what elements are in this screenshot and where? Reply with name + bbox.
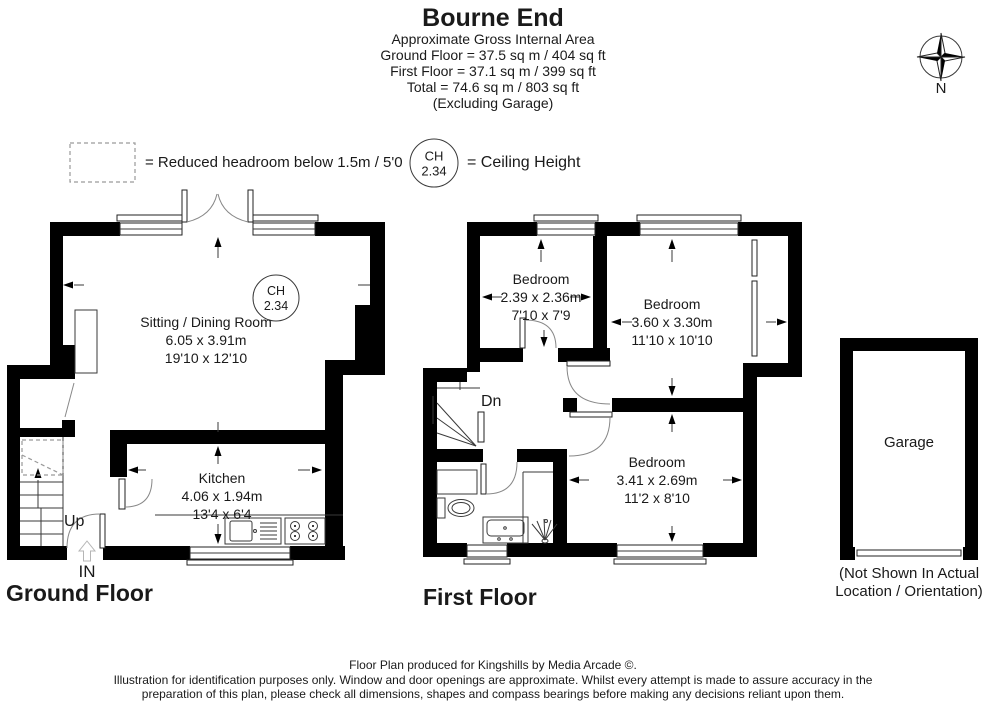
first-floor-windows [464,215,757,564]
title-line-total: Total = 74.6 sq m / 803 sq ft [406,79,580,95]
garage-note-line2: Location / Orientation) [835,583,983,600]
first-floor-walls [423,222,802,557]
gf-ch-value: 2.34 [263,299,289,313]
legend-ceiling-height-label: = Ceiling Height [467,154,581,171]
stairs-dn-label: Dn [481,393,502,410]
page-title: Bourne End [422,4,564,32]
footer-disclaimer-line2: preparation of this plan, please check all dimensions, shapes and compass bearings before making any decisions reliant upon them. [141,687,845,701]
bedroom3-imperial: 11'2 x 8'10 [624,490,690,506]
bedroom1-imperial: 7'10 x 7'9 [511,307,571,323]
stairs-down [430,382,485,446]
gf-ch-abbr: CH [266,284,286,298]
chimney-recess [75,310,97,373]
bedroom2-label: Bedroom [643,296,701,312]
garage-label: Garage [883,434,935,451]
kitchen-metric: 4.06 x 1.94m [181,488,263,504]
kitchen-imperial: 13'4 x 6'4 [192,506,252,522]
first-floor-plan [423,215,802,564]
garage-note-line1: (Not Shown In Actual [838,565,980,582]
stairs-up [20,437,63,546]
title-line-first: First Floor = 37.1 sq m / 399 sq ft [390,63,596,79]
bedroom1-label: Bedroom [512,271,570,287]
garage-door [857,550,961,556]
compass-icon [917,33,965,81]
hob-icon [285,518,325,544]
footer-disclaimer-line1: Illustration for identification purposes only. Window and door openings are approximate. Whilst every attempt is made to assure accuracy in the [113,673,873,687]
reduced-headroom-swatch [70,143,135,182]
bedroom2-imperial: 11'10 x 10'10 [631,332,713,348]
legend-reduced-headroom-label: = Reduced headroom below 1.5m / 5'0 [145,154,403,171]
title-line-area: Approximate Gross Internal Area [391,31,595,47]
bedroom3-metric: 3.41 x 2.69m [616,472,698,488]
title-line-excluding: (Excluding Garage) [432,95,554,111]
kitchen-label: Kitchen [198,470,246,486]
french-doors [182,190,253,222]
entrance-arrow-icon [79,541,95,561]
reduced-headroom-area [22,440,63,475]
sitting-dining-room-label: Sitting / Dining Room [140,314,272,330]
toilet-icon [437,498,474,518]
sitting-dining-room-metric: 6.05 x 3.91m [165,332,247,348]
title-line-ground: Ground Floor = 37.5 sq m / 404 sq ft [380,47,606,63]
bedroom3-label: Bedroom [628,454,686,470]
bedroom1-metric: 2.39 x 2.36m [500,289,582,305]
first-floor-heading: First Floor [423,584,537,610]
stairs-up-label: Up [64,513,85,530]
cupboard [437,470,477,494]
legend-ch-abbr: CH [424,148,444,164]
basin-icon [483,517,528,543]
bathroom-fixtures [437,470,557,543]
legend-ch-value: 2.34 [421,163,447,179]
entrance-in-label: IN [78,562,96,581]
footer-credit: Floor Plan produced for Kingshills by Media Arcade ©. [349,658,637,672]
ground-floor-heading: Ground Floor [6,580,153,606]
compass-north-label: N [935,80,947,97]
bedroom2-metric: 3.60 x 3.30m [631,314,713,330]
sitting-dining-room-imperial: 19'10 x 12'10 [164,350,248,366]
